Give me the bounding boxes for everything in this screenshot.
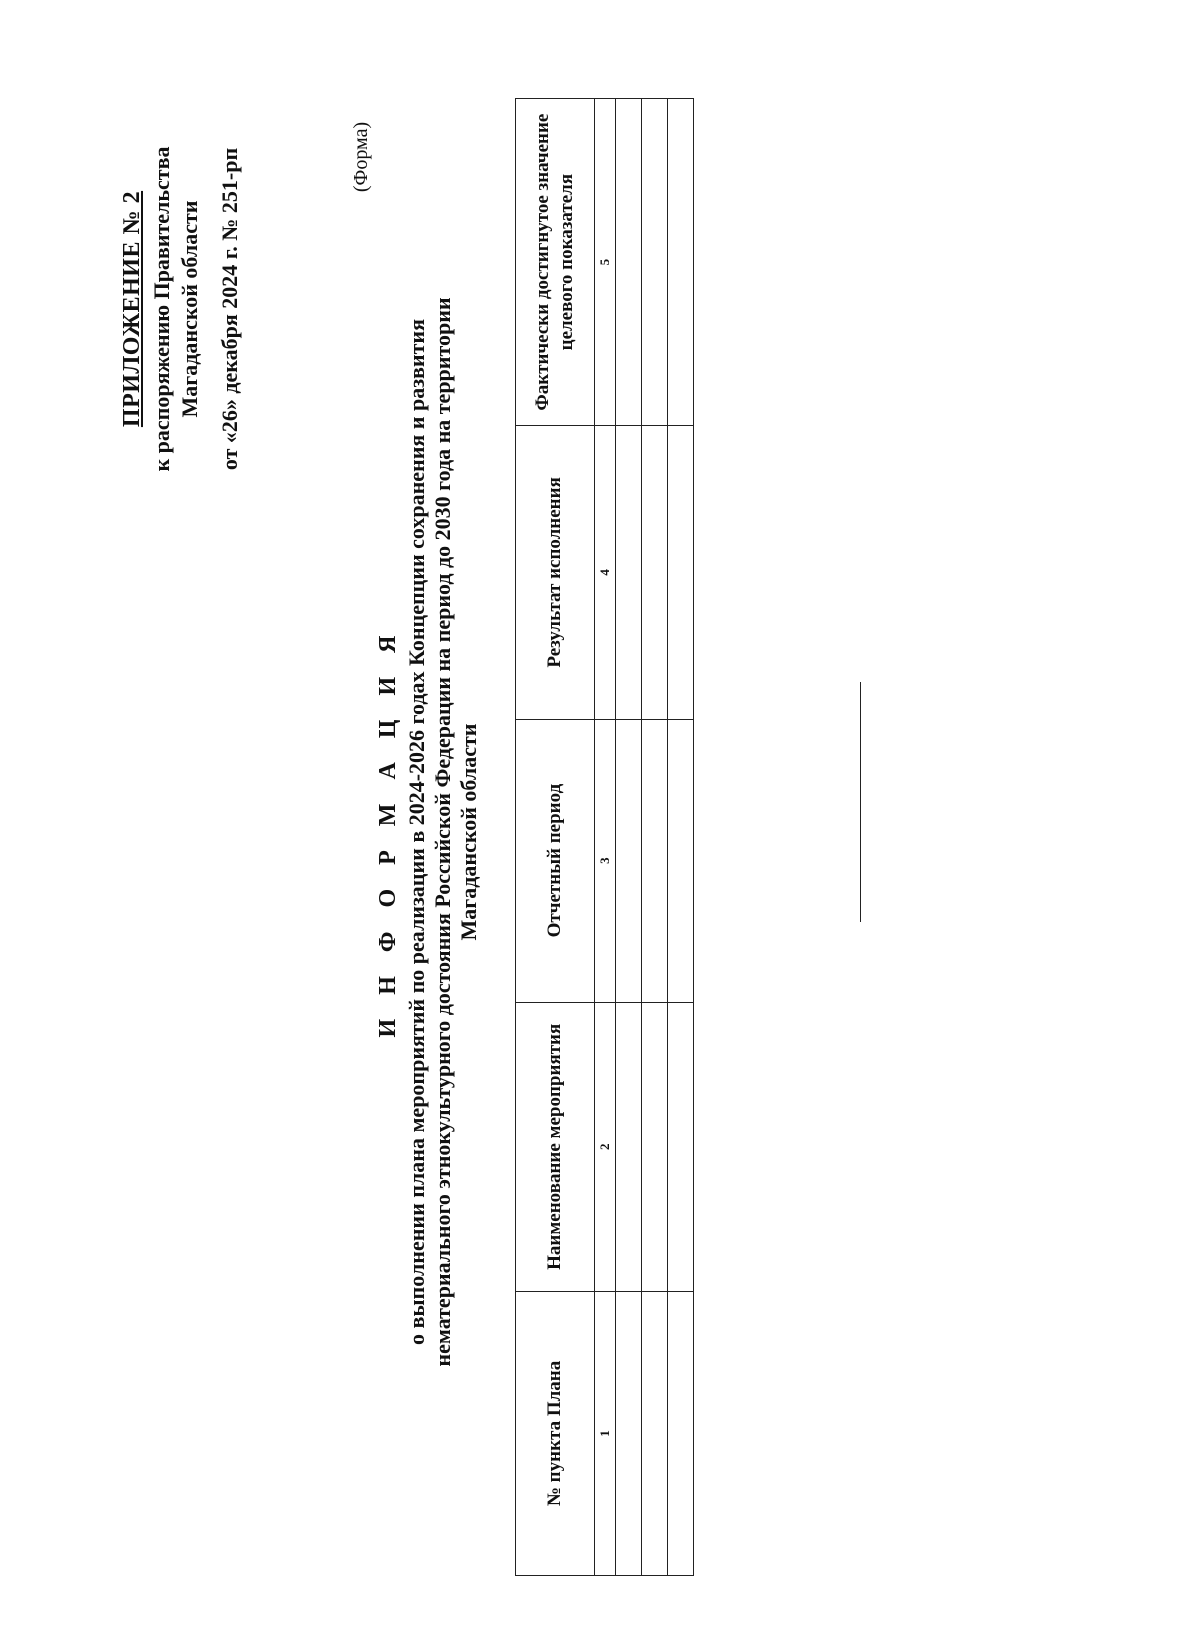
table-cell bbox=[668, 1002, 694, 1291]
heading-line-3: Магаданской области bbox=[456, 723, 481, 941]
column-number: 5 bbox=[595, 99, 616, 426]
table-cell bbox=[668, 1291, 694, 1575]
header-reporting-period: Отчетный период bbox=[516, 719, 595, 1002]
header-execution-result: Результат исполнения bbox=[516, 426, 595, 719]
table-cell bbox=[668, 426, 694, 719]
approval-block bbox=[118, 39, 244, 579]
table-cell bbox=[642, 719, 668, 1002]
table-row bbox=[642, 99, 668, 1576]
table-cell bbox=[616, 426, 642, 719]
appendix-line-1: к распоряжению Правительства bbox=[149, 146, 174, 472]
table-row bbox=[668, 99, 694, 1576]
column-number: 3 bbox=[595, 719, 616, 1002]
table-cell bbox=[616, 719, 642, 1002]
table-cell bbox=[642, 426, 668, 719]
table-cell bbox=[616, 1291, 642, 1575]
table-header-row bbox=[516, 99, 595, 1576]
column-number: 4 bbox=[595, 426, 616, 719]
report-table bbox=[515, 98, 694, 1576]
heading-line-1: о выполнении плана мероприятий по реализации в 2024-2026 годах Концепции сохранения и развития bbox=[404, 319, 429, 1345]
table-cell bbox=[642, 1002, 668, 1291]
table-cell bbox=[642, 1291, 668, 1575]
column-number: 1 bbox=[595, 1291, 616, 1575]
heading-line-2: нематериального этнокультурного достояния Российской Федерации на период до 2030 года на территории bbox=[430, 297, 455, 1367]
header-target-indicator-value: Фактически достигнутое значение целевого показателя bbox=[516, 99, 595, 426]
table-cell bbox=[616, 1002, 642, 1291]
header-plan-item-number: № пункта Плана bbox=[516, 1291, 595, 1575]
end-divider-line bbox=[860, 682, 861, 922]
appendix-date-line: от «26» декабря 2024 г. № 251-рп bbox=[217, 147, 242, 471]
table-cell bbox=[616, 99, 642, 426]
table-row bbox=[616, 99, 642, 1576]
appendix-title: ПРИЛОЖЕНИЕ № 2 bbox=[119, 190, 145, 428]
header-event-name: Наименование мероприятия bbox=[516, 1002, 595, 1291]
heading-title: И Н Ф О Р М А Ц И Я bbox=[375, 626, 401, 1038]
table-cell bbox=[668, 719, 694, 1002]
appendix-line-2: Магаданской области bbox=[177, 200, 202, 418]
column-number-row bbox=[595, 99, 616, 1576]
column-number: 2 bbox=[595, 1002, 616, 1291]
table-cell bbox=[642, 99, 668, 426]
table-cell bbox=[668, 99, 694, 426]
form-label: (Форма) bbox=[350, 121, 372, 193]
document-heading bbox=[375, 122, 482, 1542]
